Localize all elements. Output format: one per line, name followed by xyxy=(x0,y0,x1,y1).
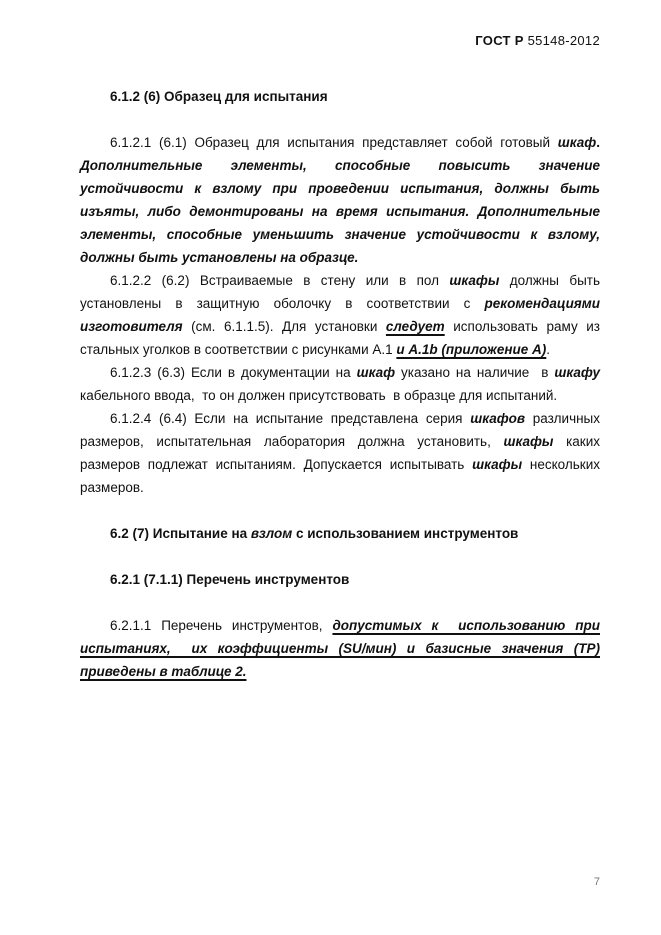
text-run: и А.1b (приложение А) xyxy=(396,342,547,357)
document-body xyxy=(80,85,600,683)
text-run: следует xyxy=(385,319,445,334)
text-run: изъяты, либо демонтированы на время испытания. Дополнительные xyxy=(80,204,600,219)
text-run: 6.2 (7) Испытание на xyxy=(110,526,251,541)
text-run: размеров. xyxy=(80,480,144,495)
text-run: 6.1.2 (6) Образец для испытания xyxy=(110,89,328,104)
text-run: шкафов xyxy=(470,411,526,426)
text-run: изготовителя xyxy=(80,319,183,334)
text-run: 6.1.2.1 (6.1) Образец для испытания представляет собой готовый xyxy=(110,135,558,150)
paragraph-line xyxy=(80,338,600,361)
text-run: шкаф xyxy=(557,135,597,150)
paragraph-line xyxy=(80,269,600,292)
section-heading xyxy=(80,522,600,568)
paragraph-line xyxy=(80,177,600,200)
text-run: Дополнительные элементы, способные повысить значение xyxy=(80,158,600,173)
text-run: устойчивости к взлому при проведении испытания, должны быть xyxy=(80,181,600,196)
paragraph-line xyxy=(80,292,600,315)
text-run: 6.1.2.4 (6.4) Если на испытание представлена серия xyxy=(110,411,471,426)
text-run: размеров подлежат испытаниям. Допускается испытывать xyxy=(80,457,473,472)
text-run: указано на наличие в xyxy=(395,365,555,380)
paragraph-line xyxy=(80,223,600,246)
paragraph-line xyxy=(80,476,600,499)
paragraph-line xyxy=(80,131,600,154)
text-run: с использованием инструментов xyxy=(292,526,519,541)
document-header xyxy=(0,0,661,48)
paragraph-line xyxy=(80,614,600,637)
paragraph-line xyxy=(80,315,600,338)
text-run: шкафы xyxy=(472,457,523,472)
text-run: допустимых к использованию при xyxy=(332,618,601,633)
text-run: должны быть xyxy=(499,273,600,288)
paragraph-line xyxy=(80,200,600,223)
text-run: установлены в защитную оболочку в соответствии с xyxy=(80,296,485,311)
standard-code: ГОСТ Р xyxy=(475,33,528,48)
text-run: шкафы xyxy=(503,434,554,449)
text-run: использовать раму из xyxy=(444,319,600,334)
text-run: взлом xyxy=(250,526,293,541)
text-run: испытаниях, их коэффициенты (SU/мин) и базисные значения (ТР) xyxy=(80,641,600,656)
text-run: . xyxy=(546,342,551,357)
paragraph-line xyxy=(80,154,600,177)
section-heading xyxy=(80,85,600,131)
text-run: приведены в таблице 2. xyxy=(80,664,247,679)
paragraph-line xyxy=(80,246,600,269)
text-run: размеров, испытательная лаборатория должна установить, xyxy=(80,434,504,449)
text-run: должны быть установлены на образце. xyxy=(80,250,359,265)
section-heading xyxy=(80,568,600,614)
text-run: (см. 6.1.1.5). Для установки xyxy=(182,319,386,334)
paragraph-line xyxy=(80,361,600,384)
text-run: . xyxy=(596,135,600,150)
page-number: 7 xyxy=(593,876,600,888)
text-run: стальных уголков в соответствии с рисунками А.1 xyxy=(80,342,397,357)
text-run: каких xyxy=(553,434,600,449)
text-run: различных xyxy=(525,411,601,426)
standard-number: 55148-2012 xyxy=(527,33,600,48)
paragraph-line xyxy=(80,660,600,683)
paragraph-line xyxy=(80,407,600,430)
text-run: шкафу xyxy=(554,365,600,380)
text-run: нескольких xyxy=(522,457,600,472)
text-run: рекомендациями xyxy=(484,296,600,311)
text-run: шкафы xyxy=(449,273,500,288)
text-run: кабельного ввода, то он должен присутствовать в образце для испытаний. xyxy=(80,388,558,403)
paragraph-line xyxy=(80,384,600,407)
paragraph-line xyxy=(80,637,600,660)
paragraph-line xyxy=(80,430,600,453)
text-run: 6.1.2.2 (6.2) Встраиваемые в стену или в пол xyxy=(110,273,450,288)
text-run: 6.2.1.1 Перечень инструментов, xyxy=(110,618,333,633)
text-run: элементы, способные уменьшить значение устойчивости к взлому, xyxy=(80,227,600,242)
paragraph-line xyxy=(80,453,600,476)
text-run: 6.1.2.3 (6.3) Если в документации на xyxy=(110,365,357,380)
text-run: шкаф xyxy=(356,365,396,380)
text-run: 6.2.1 (7.1.1) Перечень инструментов xyxy=(110,572,350,587)
